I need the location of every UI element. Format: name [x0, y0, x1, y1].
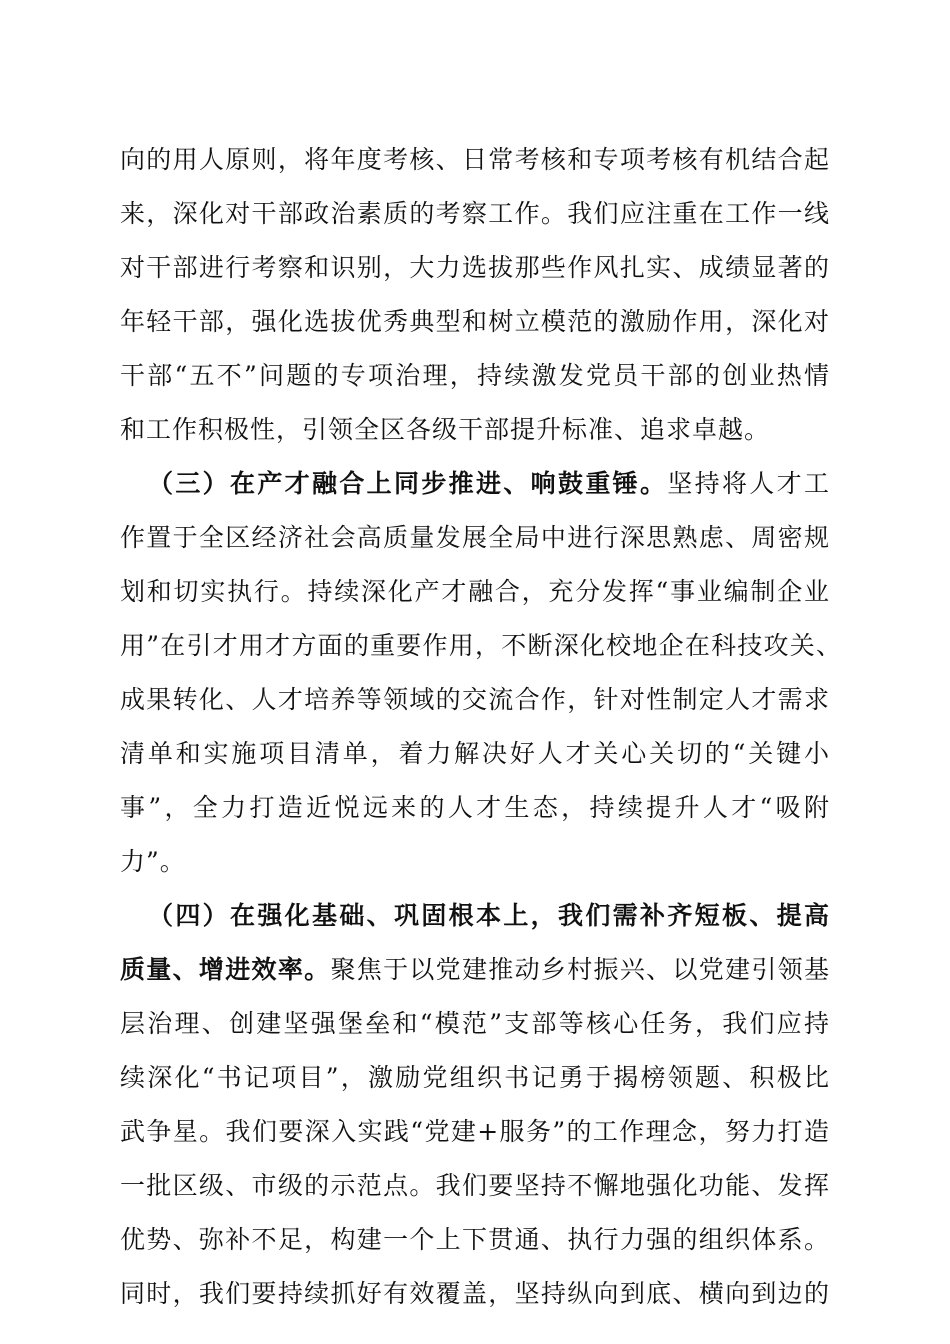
paragraph-3-line-6: 一批区级、市级的示范点。我们要坚持不懈地强化功能、发挥: [120, 1171, 830, 1200]
paragraph-3-line-7: 优势、弥补不足，构建一个上下贯通、执行力强的组织体系。: [120, 1225, 830, 1254]
paragraph-3-heading-line-2: 质量、增进效率。: [120, 955, 331, 984]
paragraph-2-line-2: 作置于全区经济社会高质量发展全局中进行深思熟虑、周密规: [120, 523, 830, 552]
paragraph-2-line-3: 划和切实执行。持续深化产才融合，充分发挥“事业编制企业: [120, 577, 830, 606]
paragraph-2-line-5: 成果转化、人才培养等领域的交流合作，针对性制定人才需求: [120, 685, 830, 714]
paragraph-2-line-7: 事”，全力打造近悦远来的人才生态，持续提升人才“吸附: [120, 793, 830, 822]
paragraph-3-line-3: 层治理、创建坚强堡垒和“模范”支部等核心任务，我们应持: [120, 1009, 830, 1038]
paragraph-1-line-3: 对干部进行考察和识别，大力选拔那些作风扎实、成绩显著的: [120, 253, 830, 282]
paragraph-1-line-1: 向的用人原则，将年度考核、日常考核和专项考核有机结合起: [120, 145, 830, 174]
paragraph-3-line-5: 武争星。我们要深入实践“党建+服务”的工作理念，努力打造: [120, 1117, 830, 1146]
paragraph-1-line-5: 干部“五不”问题的专项治理，持续激发党员干部的创业热情: [120, 361, 830, 390]
paragraph-3-line-8: 同时，我们要持续抓好有效覆盖，坚持纵向到底、横向到边的: [120, 1279, 830, 1308]
paragraph-2-line-8: 力”。: [120, 847, 186, 876]
paragraph-3-line-2-rest: 聚焦于以党建推动乡村振兴、以党建引领基: [330, 955, 830, 984]
paragraph-3-line-2: [120, 942, 830, 998]
paragraph-2-line-1: [148, 456, 830, 512]
paragraph-2-line-1-rest: 坚持将人才工: [667, 469, 830, 498]
paragraph-2-line-4: 用”在引才用才方面的重要作用，不断深化校地企在科技攻关、: [120, 631, 842, 660]
paragraph-3-line-4: 续深化“书记项目”，激励党组织书记勇于揭榜领题、积极比: [120, 1063, 830, 1092]
paragraph-3-heading-line-1: （四）在强化基础、巩固根本上，我们需补齐短板、提高: [148, 901, 830, 930]
paragraph-2-heading: （三）在产才融合上同步推进、响鼓重锤。: [148, 469, 668, 498]
paragraph-1-line-6: 和工作积极性，引领全区各级干部提升标准、追求卓越。: [120, 415, 771, 444]
paragraph-1-line-2: 来，深化对干部政治素质的考察工作。我们应注重在工作一线: [120, 199, 830, 228]
paragraph-2-line-6: 清单和实施项目清单，着力解决好人才关心关切的“关键小: [120, 739, 830, 768]
paragraph-1-line-4: 年轻干部，强化选拔优秀典型和树立模范的激励作用，深化对: [120, 307, 830, 336]
